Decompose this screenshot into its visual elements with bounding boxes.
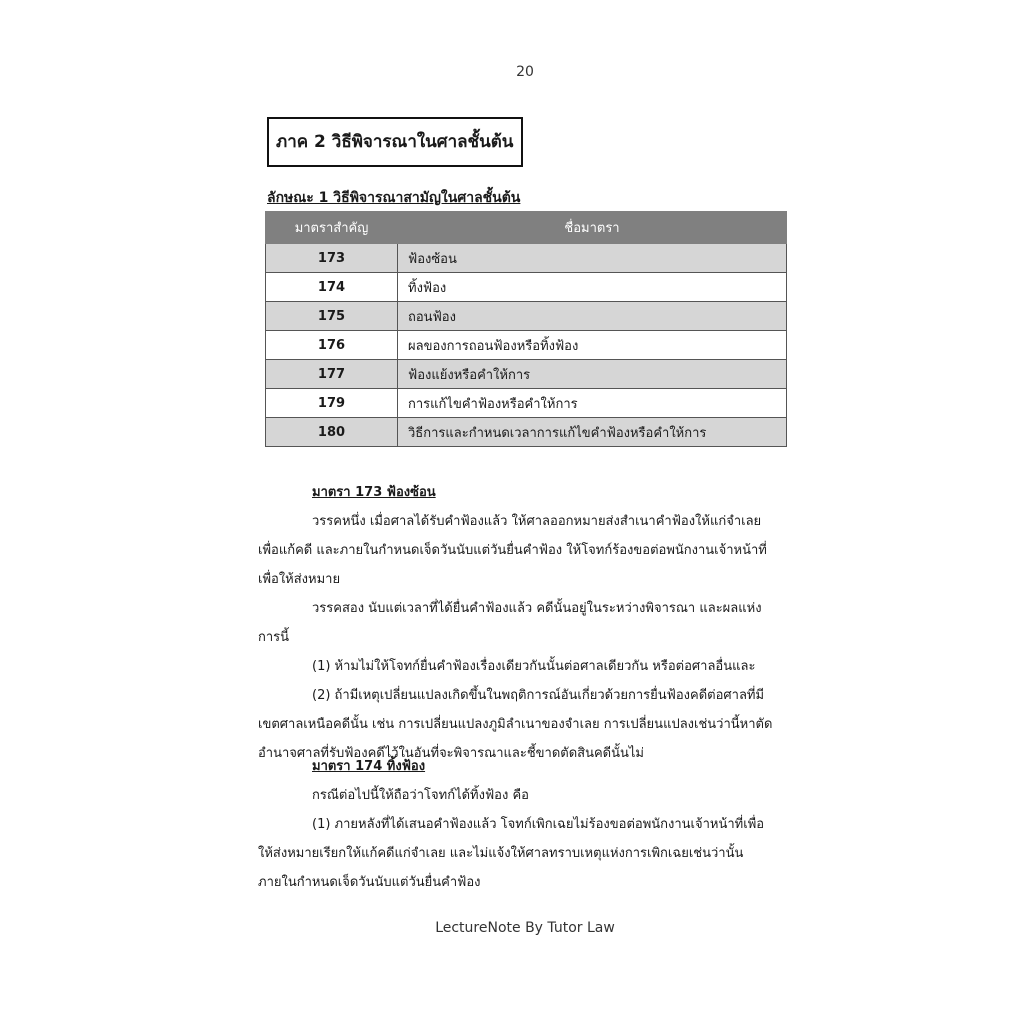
page-number: 20 <box>516 64 534 80</box>
table-row <box>266 331 787 360</box>
section-name-cell: ฟ้องซ้อน <box>398 244 787 273</box>
section-number-cell: 177 <box>266 360 398 389</box>
table-row <box>266 273 787 302</box>
section-title: ลักษณะ 1 วิธีพิจารณาสามัญในศาลชั้นต้น <box>267 190 521 206</box>
section-name-cell: ฟ้องแย้งหรือคำให้การ <box>398 360 787 389</box>
sections-table <box>265 211 787 447</box>
table-row <box>266 302 787 331</box>
section-number-cell: 179 <box>266 389 398 418</box>
section-173-heading: มาตรา 173 ฟ้องซ้อน <box>312 485 436 500</box>
table-row <box>266 418 787 447</box>
section-number-cell: 173 <box>266 244 398 273</box>
column-header-section-number: มาตราสำคัญ <box>266 212 398 244</box>
section-173-item-1: (1) ห้ามไม่ให้โจทก์ยื่นคำฟ้องเรื่องเดียวกันนั้นต่อศาลเดียวกัน หรือต่อศาลอื่นและ <box>312 659 756 674</box>
column-header-section-name: ชื่อมาตรา <box>398 212 787 244</box>
section-174-item-1: (1) ภายหลังที่ได้เสนอคำฟ้องแล้ว โจทก์เพิกเฉยไม่ร้องขอต่อพนักงานเจ้าหน้าที่เพื่อให้ส่งหมายเรียกให้แก้คดีแก่จำเลย และไม่แจ้งให้ศาลทราบเหตุแห่งการเพิกเฉยเช่นว่านั้นภายในกำหนดเจ็ดวันนับแต่วันยื่นคำฟ้อง <box>258 817 765 890</box>
section-name-cell: ผลของการถอนฟ้องหรือทิ้งฟ้อง <box>398 331 787 360</box>
section-number-cell: 175 <box>266 302 398 331</box>
section-174-heading: มาตรา 174 ทิ้งฟ้อง <box>312 759 426 774</box>
section-number-cell: 176 <box>266 331 398 360</box>
table-row <box>266 360 787 389</box>
section-number-cell: 174 <box>266 273 398 302</box>
section-name-cell: ถอนฟ้อง <box>398 302 787 331</box>
section-name-cell: วิธีการและกำหนดเวลาการแก้ไขคำฟ้องหรือคำให้การ <box>398 418 787 447</box>
section-name-cell: การแก้ไขคำฟ้องหรือคำให้การ <box>398 389 787 418</box>
table-row <box>266 244 787 273</box>
section-173-item-2: (2) ถ้ามีเหตุเปลี่ยนแปลงเกิดขึ้นในพฤติการณ์อันเกี่ยวด้วยการยื่นฟ้องคดีต่อศาลที่มีเขตศาลเหนือคดีนั้น เช่น การเปลี่ยนแปลงภูมิลำเนาของจำเลย การเปลี่ยนแปลงเช่นว่านี้หาตัดอำนาจศาลที่รับฟ้องคดีไว้ในอันที่จะพิจารณาและชี้ขาดตัดสินคดีนั้นไม่ <box>258 688 773 761</box>
section-number-cell: 180 <box>266 418 398 447</box>
table-header-row <box>266 212 787 244</box>
section-174-paragraph-1: กรณีต่อไปนี้ให้ถือว่าโจทก์ได้ทิ้งฟ้อง คือ <box>312 788 529 803</box>
section-173-paragraph-2: วรรคสอง นับแต่เวลาที่ได้ยื่นคำฟ้องแล้ว คดีนั้นอยู่ในระหว่างพิจารณา และผลแห่งการนี้ <box>258 601 762 645</box>
footer-credit: LectureNote By Tutor Law <box>435 920 615 936</box>
section-173-block <box>258 478 778 768</box>
table-row <box>266 389 787 418</box>
section-173-paragraph-1: วรรคหนึ่ง เมื่อศาลได้รับคำฟ้องแล้ว ให้ศาลออกหมายส่งสำเนาคำฟ้องให้แก่จำเลยเพื่อแก้คดี และภายในกำหนดเจ็ดวันนับแต่วันยื่นคำฟ้อง ให้โจทก์ร้องขอต่อพนักงานเจ้าหน้าที่เพื่อให้ส่งหมาย <box>258 514 767 587</box>
section-name-cell: ทิ้งฟ้อง <box>398 273 787 302</box>
part-title: ภาค 2 วิธีพิจารณาในศาลชั้นต้น <box>267 117 523 167</box>
section-174-block <box>258 752 778 897</box>
